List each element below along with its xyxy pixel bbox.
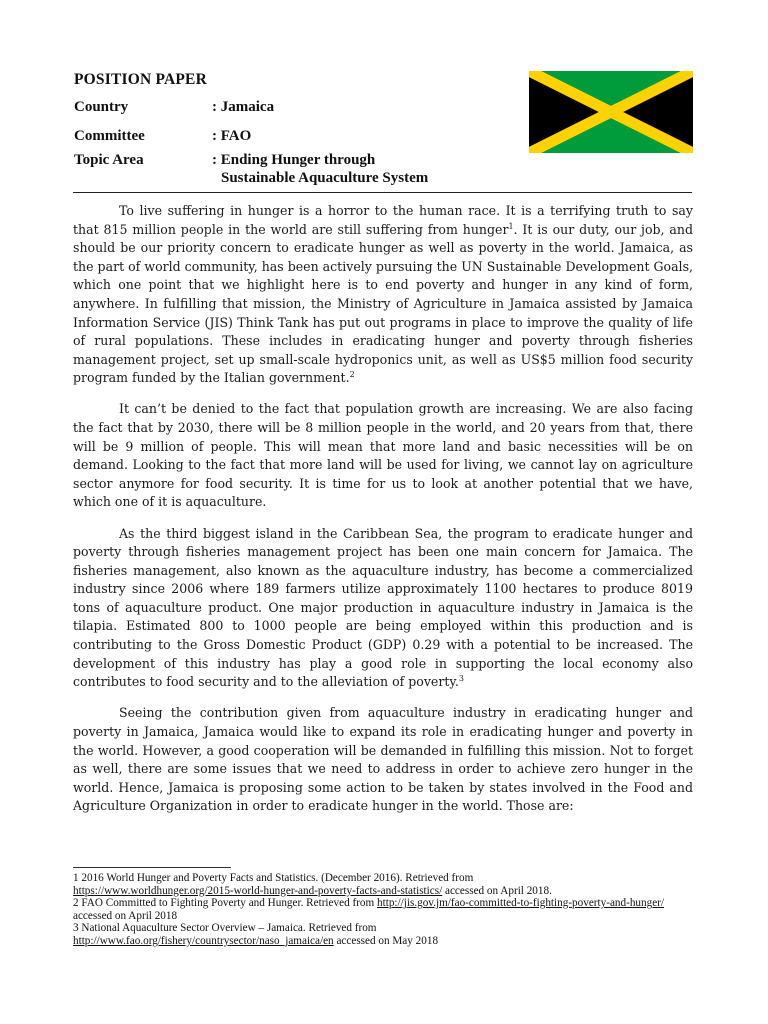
footnote-divider	[73, 867, 231, 868]
country-row	[74, 93, 524, 122]
footnote-1: 1 2016 World Hunger and Poverty Facts and Statistics. (December 2016). Retrieved from https://www.worldhunger.org/2015-world-hunger-and-poverty-facts-and-statistics/ accessed on April 2018.	[73, 872, 552, 897]
paper-body	[73, 202, 693, 828]
footnote-ref-1: 1	[508, 221, 514, 231]
footnote-2-link[interactable]: http://jis.gov.jm/fao-committed-to-fighting-poverty-and-hunger/	[377, 897, 664, 910]
footnotes	[73, 872, 698, 948]
country-value: : Jamaica	[212, 99, 275, 115]
header-divider	[73, 192, 692, 193]
topic-value-line2: Sustainable Aquaculture System	[221, 170, 429, 186]
topic-value-line1: : Ending Hunger through	[212, 152, 376, 168]
footnote-3-link[interactable]: http://www.fao.org/fishery/countrysector/naso_jamaica/en	[73, 934, 334, 947]
country-label: Country	[74, 99, 129, 115]
footnote-1-link[interactable]: https://www.worldhunger.org/2015-world-hunger-and-poverty-facts-and-statistics/	[73, 884, 443, 897]
paragraph-1: To live suffering in hunger is a horror to the human race. It is a terrifying truth to say that 815 million people in the world are still suffering from hunger$^1$. It is our duty, our job, and should be our priority concern to eradicate hunger as well as poverty in the world. Jamaica, as the part of world community, has been actively pursuing the UN Sustainable Development Goals, which one point that we highlight here is to end poverty and hunger in any kind of form, anywhere. In fulfilling that mission, the Ministry of Agriculture in Jamaica assisted by Jamaica Information Service (JIS) Think Tank has put out programs in place to improve the quality of life of rural populations. These includes in eradicating hunger and poverty through fisheries management project, set up small-scale hydroponics unit, as well as US$5 million food security program funded by the Italian government.$^2$	[73, 203, 693, 386]
paper-title: POSITION PAPER	[74, 71, 207, 88]
topic-label: Topic Area	[74, 152, 144, 168]
topic-value	[212, 151, 524, 187]
paragraph-4: Seeing the contribution given from aquaculture industry in eradicating hunger and poverty in Jamaica, Jamaica would like to expand its role in eradicating hunger and poverty in the world. However, a good cooperation will be demanded in fulfilling this mission. Not to forget as well, there are some issues that we need to address in order to achieve zero hunger in the world. Hence, Jamaica is proposing some action to be taken by states involved in the Food and Agriculture Organization in order to eradicate hunger in the world. Those are:	[73, 705, 693, 814]
committee-label: Committee	[74, 128, 145, 144]
footnote-ref-2: 2	[349, 370, 355, 380]
footnote-3: 3 National Aquaculture Sector Overview – Jamaica. Retrieved from http://www.fao.org/fishery/countrysector/naso_jamaica/en accessed on May 2018	[73, 922, 439, 947]
committee-row	[74, 122, 524, 151]
paragraph-2: It can’t be denied to the fact that population growth are increasing. We are also facing the fact that by 2030, there will be 8 million people in the world, and 20 years from that, there will be 9 million of people. This will mean that more land and basic necessities will be on demand. Looking to the fact that more land will be used for living, we cannot lay on agriculture sector anymore for food security. It is time for us to look at another potential that we have, which one of it is aquaculture.	[73, 401, 693, 510]
footnote-2: 2 FAO Committed to Fighting Poverty and Hunger. Retrieved from http://jis.gov.jm/fao-committed-to-fighting-poverty-and-hunger/ accessed on April 2018	[73, 897, 664, 922]
committee-value: : FAO	[212, 128, 252, 144]
paper-header	[74, 66, 524, 187]
jamaica-flag-icon	[529, 71, 693, 153]
topic-row	[74, 151, 524, 187]
paragraph-3: As the third biggest island in the Caribbean Sea, the program to eradicate hunger and poverty through fisheries management project has been one main concern for Jamaica. The fisheries management, also known as the aquaculture industry, has become a commercialized industry since 2006 where 189 farmers utilize approximately 1100 hectares to produce 8019 tons of aquaculture product. One major production in aquaculture industry in Jamaica is the tilapia. Estimated 800 to 1000 people are being employed within this production and is contributing to the Gross Domestic Product (GDP) 0.29 with a potential to be increased. The development of this industry has play a good role in supporting the local economy also contributes to food security and to the alleviation of poverty.$^3$	[73, 525, 693, 690]
footnote-ref-3: 3	[458, 674, 464, 684]
